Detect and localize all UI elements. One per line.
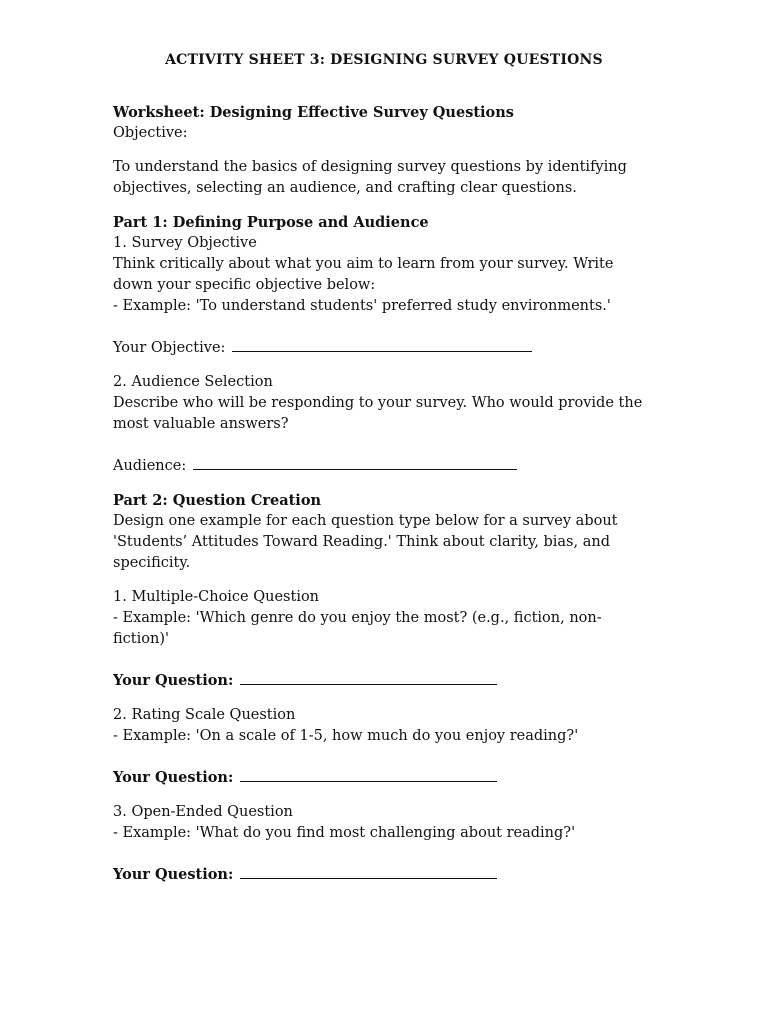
objective-answer-row <box>113 337 653 359</box>
part1-item2-title: 2. Audience Selection <box>113 374 273 390</box>
q2-answer-label: Your Question: <box>113 769 234 786</box>
q2-answer-blank[interactable] <box>240 767 497 782</box>
q1-title: 1. Multiple-Choice Question <box>113 589 320 605</box>
objective-answer-blank[interactable] <box>232 337 532 352</box>
q2-answer-row <box>113 767 653 789</box>
q1-example-2: fiction)' <box>113 631 169 647</box>
q1-answer-row <box>113 670 653 692</box>
part2-desc-3: specificity. <box>113 555 191 571</box>
worksheet-heading: Worksheet: Designing Effective Survey Questions <box>113 104 514 121</box>
q1-answer-blank[interactable] <box>240 670 497 685</box>
audience-answer-blank[interactable] <box>193 455 517 470</box>
part1-item2-desc-1: Describe who will be responding to your survey. Who would provide the <box>113 395 643 411</box>
part2-heading: Part 2: Question Creation <box>113 492 322 509</box>
q3-title: 3. Open-Ended Question <box>113 804 293 820</box>
q3-answer-row <box>113 864 653 886</box>
part1-item1-title: 1. Survey Objective <box>113 235 257 251</box>
objective-text-line-1: To understand the basics of designing survey questions by identifying <box>113 159 627 175</box>
objective-label: Objective: <box>113 125 188 141</box>
q1-example-1: - Example: 'Which genre do you enjoy the most? (e.g., fiction, non- <box>113 610 602 626</box>
objective-text-line-2: objectives, selecting an audience, and crafting clear questions. <box>113 180 577 196</box>
page-title: ACTIVITY SHEET 3: DESIGNING SURVEY QUESTIONS <box>165 52 603 68</box>
part2-desc-2: 'Students’ Attitudes Toward Reading.' Think about clarity, bias, and <box>113 534 610 550</box>
part2-desc-1: Design one example for each question type below for a survey about <box>113 513 618 529</box>
q1-answer-label: Your Question: <box>113 672 234 689</box>
part1-heading: Part 1: Defining Purpose and Audience <box>113 214 429 231</box>
audience-answer-row <box>113 455 653 477</box>
part1-item2-desc-2: most valuable answers? <box>113 416 289 432</box>
part1-item1-desc-1: Think critically about what you aim to learn from your survey. Write <box>113 256 614 272</box>
part1-item1-desc-2: down your specific objective below: <box>113 277 376 293</box>
q2-title: 2. Rating Scale Question <box>113 707 296 723</box>
part1-item1-example: - Example: 'To understand students' preferred study environments.' <box>113 298 611 314</box>
audience-answer-label: Audience: <box>113 458 187 474</box>
objective-answer-label: Your Objective: <box>113 340 226 356</box>
q3-answer-label: Your Question: <box>113 866 234 883</box>
q3-example: - Example: 'What do you find most challenging about reading?' <box>113 825 576 841</box>
worksheet-page <box>113 50 653 886</box>
q3-answer-blank[interactable] <box>240 864 497 879</box>
q2-example: - Example: 'On a scale of 1-5, how much do you enjoy reading?' <box>113 728 579 744</box>
